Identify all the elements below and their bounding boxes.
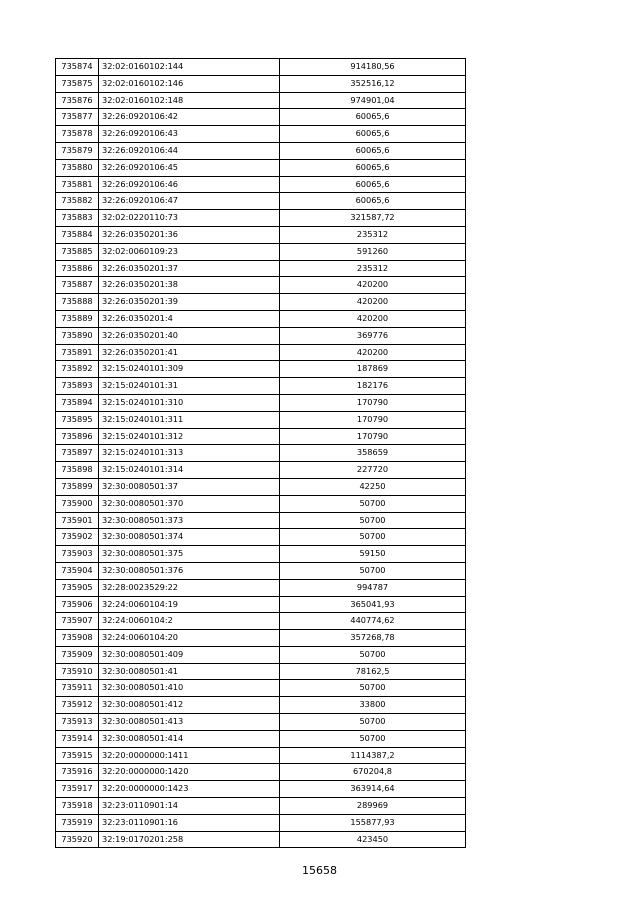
- value-cell: 365041,93: [280, 596, 466, 613]
- row-id-cell: 735887: [56, 277, 99, 294]
- row-id-cell: 735891: [56, 344, 99, 361]
- row-id-cell: 735920: [56, 831, 99, 848]
- row-id-cell: 735910: [56, 663, 99, 680]
- cadastral-number-cell: 32:26:0350201:41: [99, 344, 280, 361]
- table-row: [56, 764, 466, 781]
- row-id-cell: 735898: [56, 462, 99, 479]
- table-row: [56, 831, 466, 848]
- cadastral-number-cell: 32:02:0060109:23: [99, 243, 280, 260]
- table-row: [56, 714, 466, 731]
- table-row: [56, 210, 466, 227]
- cadastral-number-cell: 32:26:0350201:4: [99, 310, 280, 327]
- cadastral-number-cell: 32:26:0350201:40: [99, 327, 280, 344]
- table-row: [56, 579, 466, 596]
- cadastral-number-cell: 32:30:0080501:370: [99, 495, 280, 512]
- value-cell: 670204,8: [280, 764, 466, 781]
- table-row: [56, 495, 466, 512]
- row-id-cell: 735904: [56, 562, 99, 579]
- data-table: [55, 58, 466, 848]
- row-id-cell: 735877: [56, 109, 99, 126]
- cadastral-number-cell: 32:30:0080501:37: [99, 478, 280, 495]
- value-cell: 170790: [280, 411, 466, 428]
- table-row: [56, 159, 466, 176]
- cadastral-number-cell: 32:15:0240101:31: [99, 378, 280, 395]
- cadastral-number-cell: 32:26:0920106:42: [99, 109, 280, 126]
- cadastral-number-cell: 32:30:0080501:414: [99, 730, 280, 747]
- value-cell: 60065,6: [280, 142, 466, 159]
- table-row: [56, 462, 466, 479]
- value-cell: 170790: [280, 394, 466, 411]
- value-cell: 50700: [280, 646, 466, 663]
- value-cell: 420200: [280, 294, 466, 311]
- value-cell: 420200: [280, 344, 466, 361]
- table-row: [56, 529, 466, 546]
- cadastral-number-cell: 32:02:0220110:73: [99, 210, 280, 227]
- row-id-cell: 735885: [56, 243, 99, 260]
- table-row: [56, 680, 466, 697]
- value-cell: 974901,04: [280, 92, 466, 109]
- table-row: [56, 478, 466, 495]
- value-cell: 420200: [280, 277, 466, 294]
- row-id-cell: 735906: [56, 596, 99, 613]
- value-cell: 235312: [280, 226, 466, 243]
- cadastral-number-cell: 32:02:0160102:148: [99, 92, 280, 109]
- cadastral-number-cell: 32:15:0240101:312: [99, 428, 280, 445]
- row-id-cell: 735908: [56, 630, 99, 647]
- value-cell: 591260: [280, 243, 466, 260]
- value-cell: 352516,12: [280, 75, 466, 92]
- row-id-cell: 735888: [56, 294, 99, 311]
- row-id-cell: 735874: [56, 59, 99, 76]
- table-row: [56, 59, 466, 76]
- table-row: [56, 142, 466, 159]
- row-id-cell: 735914: [56, 730, 99, 747]
- row-id-cell: 735911: [56, 680, 99, 697]
- table-row: [56, 226, 466, 243]
- table-row: [56, 394, 466, 411]
- row-id-cell: 735901: [56, 512, 99, 529]
- row-id-cell: 735884: [56, 226, 99, 243]
- cadastral-number-cell: 32:26:0350201:38: [99, 277, 280, 294]
- row-id-cell: 735893: [56, 378, 99, 395]
- table-row: [56, 663, 466, 680]
- table-row: [56, 730, 466, 747]
- row-id-cell: 735879: [56, 142, 99, 159]
- cadastral-number-cell: 32:30:0080501:374: [99, 529, 280, 546]
- value-cell: 440774,62: [280, 613, 466, 630]
- cadastral-number-cell: 32:28:0023529:22: [99, 579, 280, 596]
- cadastral-number-cell: 32:26:0920106:45: [99, 159, 280, 176]
- value-cell: 369776: [280, 327, 466, 344]
- row-id-cell: 735886: [56, 260, 99, 277]
- cadastral-number-cell: 32:26:0350201:36: [99, 226, 280, 243]
- value-cell: 170790: [280, 428, 466, 445]
- table-row: [56, 75, 466, 92]
- table-row: [56, 747, 466, 764]
- table-row: [56, 630, 466, 647]
- cadastral-number-cell: 32:26:0350201:37: [99, 260, 280, 277]
- row-id-cell: 735883: [56, 210, 99, 227]
- cadastral-number-cell: 32:30:0080501:410: [99, 680, 280, 697]
- table-row: [56, 378, 466, 395]
- table-row: [56, 361, 466, 378]
- table-row: [56, 176, 466, 193]
- value-cell: 363914,64: [280, 781, 466, 798]
- row-id-cell: 735895: [56, 411, 99, 428]
- value-cell: 50700: [280, 529, 466, 546]
- row-id-cell: 735894: [56, 394, 99, 411]
- table-row: [56, 109, 466, 126]
- table-row: [56, 562, 466, 579]
- table-row: [56, 344, 466, 361]
- cadastral-number-cell: 32:02:0160102:146: [99, 75, 280, 92]
- table-row: [56, 428, 466, 445]
- row-id-cell: 735880: [56, 159, 99, 176]
- cadastral-number-cell: 32:02:0160102:144: [99, 59, 280, 76]
- table-row: [56, 92, 466, 109]
- cadastral-number-cell: 32:15:0240101:314: [99, 462, 280, 479]
- value-cell: 33800: [280, 697, 466, 714]
- row-id-cell: 735890: [56, 327, 99, 344]
- table-row: [56, 546, 466, 563]
- table-row: [56, 193, 466, 210]
- value-cell: 994787: [280, 579, 466, 596]
- row-id-cell: 735902: [56, 529, 99, 546]
- table-row: [56, 411, 466, 428]
- cadastral-number-cell: 32:23:0110901:16: [99, 814, 280, 831]
- table-row: [56, 613, 466, 630]
- value-cell: 420200: [280, 310, 466, 327]
- value-cell: 60065,6: [280, 109, 466, 126]
- row-id-cell: 735875: [56, 75, 99, 92]
- cadastral-number-cell: 32:30:0080501:412: [99, 697, 280, 714]
- value-cell: 289969: [280, 798, 466, 815]
- value-cell: 50700: [280, 512, 466, 529]
- value-cell: 50700: [280, 562, 466, 579]
- row-id-cell: 735913: [56, 714, 99, 731]
- cadastral-number-cell: 32:20:0000000:1423: [99, 781, 280, 798]
- row-id-cell: 735882: [56, 193, 99, 210]
- row-id-cell: 735899: [56, 478, 99, 495]
- value-cell: 235312: [280, 260, 466, 277]
- row-id-cell: 735917: [56, 781, 99, 798]
- cadastral-number-cell: 32:24:0060104:20: [99, 630, 280, 647]
- value-cell: 187869: [280, 361, 466, 378]
- row-id-cell: 735897: [56, 445, 99, 462]
- value-cell: 182176: [280, 378, 466, 395]
- table-row: [56, 798, 466, 815]
- cadastral-number-cell: 32:15:0240101:313: [99, 445, 280, 462]
- value-cell: 60065,6: [280, 159, 466, 176]
- value-cell: 358659: [280, 445, 466, 462]
- row-id-cell: 735878: [56, 126, 99, 143]
- row-id-cell: 735892: [56, 361, 99, 378]
- cadastral-number-cell: 32:15:0240101:310: [99, 394, 280, 411]
- cadastral-number-cell: 32:24:0060104:19: [99, 596, 280, 613]
- row-id-cell: 735918: [56, 798, 99, 815]
- row-id-cell: 735876: [56, 92, 99, 109]
- row-id-cell: 735919: [56, 814, 99, 831]
- page-number: 15658: [302, 864, 337, 877]
- cadastral-number-cell: 32:30:0080501:373: [99, 512, 280, 529]
- value-cell: 1114387,2: [280, 747, 466, 764]
- cadastral-number-cell: 32:26:0920106:47: [99, 193, 280, 210]
- table-row: [56, 310, 466, 327]
- cadastral-number-cell: 32:20:0000000:1411: [99, 747, 280, 764]
- value-cell: 59150: [280, 546, 466, 563]
- cadastral-number-cell: 32:26:0920106:43: [99, 126, 280, 143]
- table-row: [56, 243, 466, 260]
- row-id-cell: 735889: [56, 310, 99, 327]
- row-id-cell: 735900: [56, 495, 99, 512]
- row-id-cell: 735896: [56, 428, 99, 445]
- row-id-cell: 735881: [56, 176, 99, 193]
- value-cell: 50700: [280, 714, 466, 731]
- table-row: [56, 327, 466, 344]
- cadastral-number-cell: 32:23:0110901:14: [99, 798, 280, 815]
- table-row: [56, 646, 466, 663]
- value-cell: 78162,5: [280, 663, 466, 680]
- cadastral-number-cell: 32:15:0240101:311: [99, 411, 280, 428]
- row-id-cell: 735905: [56, 579, 99, 596]
- row-id-cell: 735907: [56, 613, 99, 630]
- value-cell: 50700: [280, 730, 466, 747]
- cadastral-number-cell: 32:15:0240101:309: [99, 361, 280, 378]
- value-cell: 50700: [280, 680, 466, 697]
- cadastral-number-cell: 32:30:0080501:375: [99, 546, 280, 563]
- value-cell: 50700: [280, 495, 466, 512]
- row-id-cell: 735915: [56, 747, 99, 764]
- value-cell: 321587,72: [280, 210, 466, 227]
- value-cell: 423450: [280, 831, 466, 848]
- row-id-cell: 735909: [56, 646, 99, 663]
- table-row: [56, 596, 466, 613]
- cadastral-number-cell: 32:30:0080501:413: [99, 714, 280, 731]
- table-row: [56, 260, 466, 277]
- value-cell: 60065,6: [280, 193, 466, 210]
- value-cell: 227720: [280, 462, 466, 479]
- cadastral-number-cell: 32:30:0080501:41: [99, 663, 280, 680]
- table-row: [56, 512, 466, 529]
- row-id-cell: 735912: [56, 697, 99, 714]
- table-row: [56, 294, 466, 311]
- cadastral-number-cell: 32:26:0920106:44: [99, 142, 280, 159]
- cadastral-number-cell: 32:20:0000000:1420: [99, 764, 280, 781]
- table-body: [56, 59, 466, 848]
- table-row: [56, 697, 466, 714]
- table-row: [56, 126, 466, 143]
- value-cell: 42250: [280, 478, 466, 495]
- cadastral-number-cell: 32:30:0080501:376: [99, 562, 280, 579]
- table-row: [56, 277, 466, 294]
- cadastral-number-cell: 32:26:0350201:39: [99, 294, 280, 311]
- row-id-cell: 735916: [56, 764, 99, 781]
- cadastral-number-cell: 32:19:0170201:258: [99, 831, 280, 848]
- value-cell: 60065,6: [280, 126, 466, 143]
- value-cell: 155877,93: [280, 814, 466, 831]
- cadastral-number-cell: 32:26:0920106:46: [99, 176, 280, 193]
- value-cell: 914180,56: [280, 59, 466, 76]
- value-cell: 357268,78: [280, 630, 466, 647]
- table-row: [56, 814, 466, 831]
- table-row: [56, 445, 466, 462]
- value-cell: 60065,6: [280, 176, 466, 193]
- row-id-cell: 735903: [56, 546, 99, 563]
- cadastral-number-cell: 32:30:0080501:409: [99, 646, 280, 663]
- table-row: [56, 781, 466, 798]
- cadastral-number-cell: 32:24:0060104:2: [99, 613, 280, 630]
